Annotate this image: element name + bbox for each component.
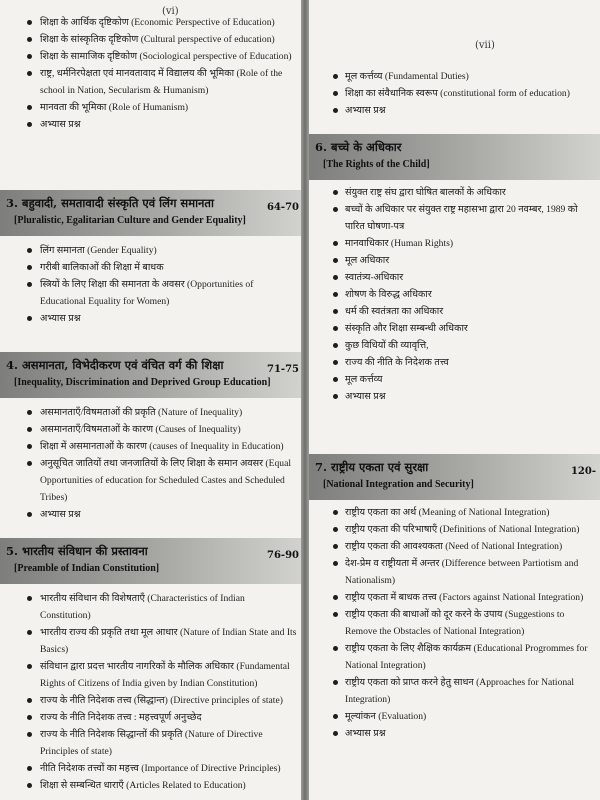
intro-block (309, 68, 600, 119)
list-item: बच्चों के अधिकार पर संयुक्त राष्ट्र महासभा द्वारा 20 नवम्बर, 1989 को पारित घोषणा-पत्र (309, 201, 594, 235)
list-item: अभ्यास प्रश्न (309, 725, 594, 742)
list-item: अभ्यास प्रश्न (0, 506, 297, 523)
item-list (309, 184, 600, 405)
list-item: मूल कर्त्तव्य (Fundamental Duties) (309, 68, 594, 85)
list-item: शिक्षा के आर्थिक दृष्टिकोण (Economic Perspective of Education) (0, 14, 297, 31)
section-5 (0, 538, 303, 794)
list-item: राज्य के नीति निदेशक सिद्धान्तों की प्रकृति (Nature of Directive Principles of state) (0, 726, 297, 760)
section-header (0, 190, 303, 236)
list-item: लिंग समानता (Gender Equality) (0, 242, 297, 259)
list-item: राष्ट्रीय एकता की आवश्यकता (Need of National Integration) (309, 538, 594, 555)
list-item: राज्य के नीति निदेशक तत्त्व (सिद्धान्त) (Directive principles of state) (0, 692, 297, 709)
list-item: राज्य की नीति के निदेशक तत्त्व (309, 354, 594, 371)
section-subtitle: [Pluralistic, Egalitarian Culture and Gender Equality] (14, 215, 246, 226)
section-header (309, 454, 600, 500)
section-header (0, 538, 303, 584)
section-title: 7. राष्ट्रीय एकता एवं सुरक्षा (315, 460, 429, 474)
list-item: कुछ विधियों की व्यावृत्ति, (309, 337, 594, 354)
list-item: स्त्रियों के लिए शिक्षा की समानता के अवसर (Opportunities of Educational Equality for Women) (0, 276, 297, 310)
list-item: संविधान द्वारा प्रदत्त भारतीय नागरिकों के मौलिक अधिकार (Fundamental Rights of Citizens of India given by Indian Constitution) (0, 658, 297, 692)
item-list (0, 404, 303, 523)
section-subtitle: [Inequality, Discrimination and Deprived Group Education] (14, 377, 271, 388)
intro-block (0, 14, 303, 133)
list-item: शिक्षा के सांस्कृतिक दृष्टिकोण (Cultural perspective of education) (0, 31, 297, 48)
page-range: 64-70 (267, 202, 299, 213)
list-item: अभ्यास प्रश्न (309, 102, 594, 119)
section-6 (309, 134, 600, 405)
list-item: मूल कर्त्तव्य (309, 371, 594, 388)
list-item: राष्ट्र, धर्मनिरपेक्षता एवं मानवतावाद में विद्यालय की भूमिका (Role of the school in Nation, Secularism & Humanism) (0, 65, 297, 99)
list-item: देश-प्रेम व राष्ट्रीयता में अन्तर (Difference between Partiotism and Nationalism) (309, 555, 594, 589)
list-item: राष्ट्रीय एकता के लिए शैक्षिक कार्यक्रम (Educational Progrommes for National Integration) (309, 640, 594, 674)
list-item: मूल्यांकन (Evaluation) (309, 708, 594, 725)
list-item: राष्ट्रीय एकता में बाधक तत्त्व (Factors against National Integration) (309, 589, 594, 606)
list-item: मानवाधिकार (Human Rights) (309, 235, 594, 252)
section-title: 5. भारतीय संविधान की प्रस्तावना (6, 544, 148, 558)
list-item: धर्म की स्वतंत्रता का अधिकार (309, 303, 594, 320)
item-list (0, 590, 303, 794)
right-page (309, 0, 600, 800)
list-item: राष्ट्रीय एकता का अर्थ (Meaning of National Integration) (309, 504, 594, 521)
list-item: शिक्षा के सामाजिक दृष्टिकोण (Sociological perspective of Education) (0, 48, 297, 65)
list-item: संयुक्त राष्ट्र संघ द्वारा घोषित बालकों के अधिकार (309, 184, 594, 201)
list-item: भारतीय राज्य की प्रकृति तथा मूल आधार (Nature of Indian State and Its Basics) (0, 624, 297, 658)
section-7 (309, 454, 600, 742)
page-range: 120- (570, 466, 596, 477)
list-item: अभ्यास प्रश्न (309, 388, 594, 405)
list-item: स्वातंत्र्य-अधिकार (309, 269, 594, 286)
list-item: राष्ट्रीय एकता की परिभाषाएँ (Definitions of National Integration) (309, 521, 594, 538)
list-item: राष्ट्रीय एकता को प्राप्त करने हेतु साधन (Approaches for National Integration) (309, 674, 594, 708)
page-range: 71-75 (267, 364, 299, 375)
list-item: राष्ट्रीय एकता की बाधाओं को दूर करने के उपाय (Suggestions to Remove the Obstacles of National Integration) (309, 606, 594, 640)
item-list (0, 242, 303, 327)
section-subtitle: [National Integration and Security] (323, 479, 474, 490)
list-item: नीति निदेशक तत्त्वों का महत्त्व (Importance of Directive Principles) (0, 760, 297, 777)
list-item: मानवता की भूमिका (Role of Humanism) (0, 99, 297, 116)
section-3 (0, 190, 303, 327)
list-item: भारतीय संविधान की विशेषताएँ (Characteristics of Indian Constitution) (0, 590, 297, 624)
list-item: शिक्षा में असमानताओं के कारण (causes of Inequality in Education) (0, 438, 297, 455)
section-subtitle: [The Rights of the Child] (323, 159, 430, 170)
section-title: 6. बच्चे के अधिकार (315, 140, 402, 154)
section-4 (0, 352, 303, 523)
page-range: 76-90 (267, 550, 299, 561)
section-header (309, 134, 600, 180)
page-number: (vi) (162, 6, 179, 17)
section-title: 4. असमानता, विभेदीकरण एवं वंचित वर्ग की शिक्षा (6, 358, 224, 372)
list-item: अनुसूचित जातियों तथा जनजातियों के लिए शिक्षा के समान अवसर (Equal Opportunities of education for Scheduled Castes and Scheduled Tribes) (0, 455, 297, 506)
list-item: गरीबी बालिकाओं की शिक्षा में बाधक (0, 259, 297, 276)
list-item: अभ्यास प्रश्न (0, 116, 297, 133)
list-item: शिक्षा से सम्बन्धित धाराएँ (Articles Related to Education) (0, 777, 297, 794)
list-item: शोषण के विरुद्ध अधिकार (309, 286, 594, 303)
item-list (0, 14, 303, 133)
section-subtitle: [Preamble of Indian Constitution] (14, 563, 160, 574)
list-item: राज्य के नीति निदेशक तत्त्व : महत्त्वपूर्ण अनुच्छेद (0, 709, 297, 726)
list-item: शिक्षा का संवैधानिक स्वरूप (constitutional form of education) (309, 85, 594, 102)
list-item: अभ्यास प्रश्न (0, 310, 297, 327)
section-header (0, 352, 303, 398)
page-number: (vii) (475, 40, 495, 51)
list-item: असमानताएँ/विषमताओं के कारण (Causes of Inequality) (0, 421, 297, 438)
section-title: 3. बहुवादी, समतावादी संस्कृति एवं लिंग समानता (6, 196, 214, 210)
list-item: असमानताएँ/विषमताओं की प्रकृति (Nature of Inequality) (0, 404, 297, 421)
item-list (309, 504, 600, 742)
list-item: मूल अधिकार (309, 252, 594, 269)
list-item: संस्कृति और शिक्षा सम्बन्धी अधिकार (309, 320, 594, 337)
item-list (309, 68, 600, 119)
